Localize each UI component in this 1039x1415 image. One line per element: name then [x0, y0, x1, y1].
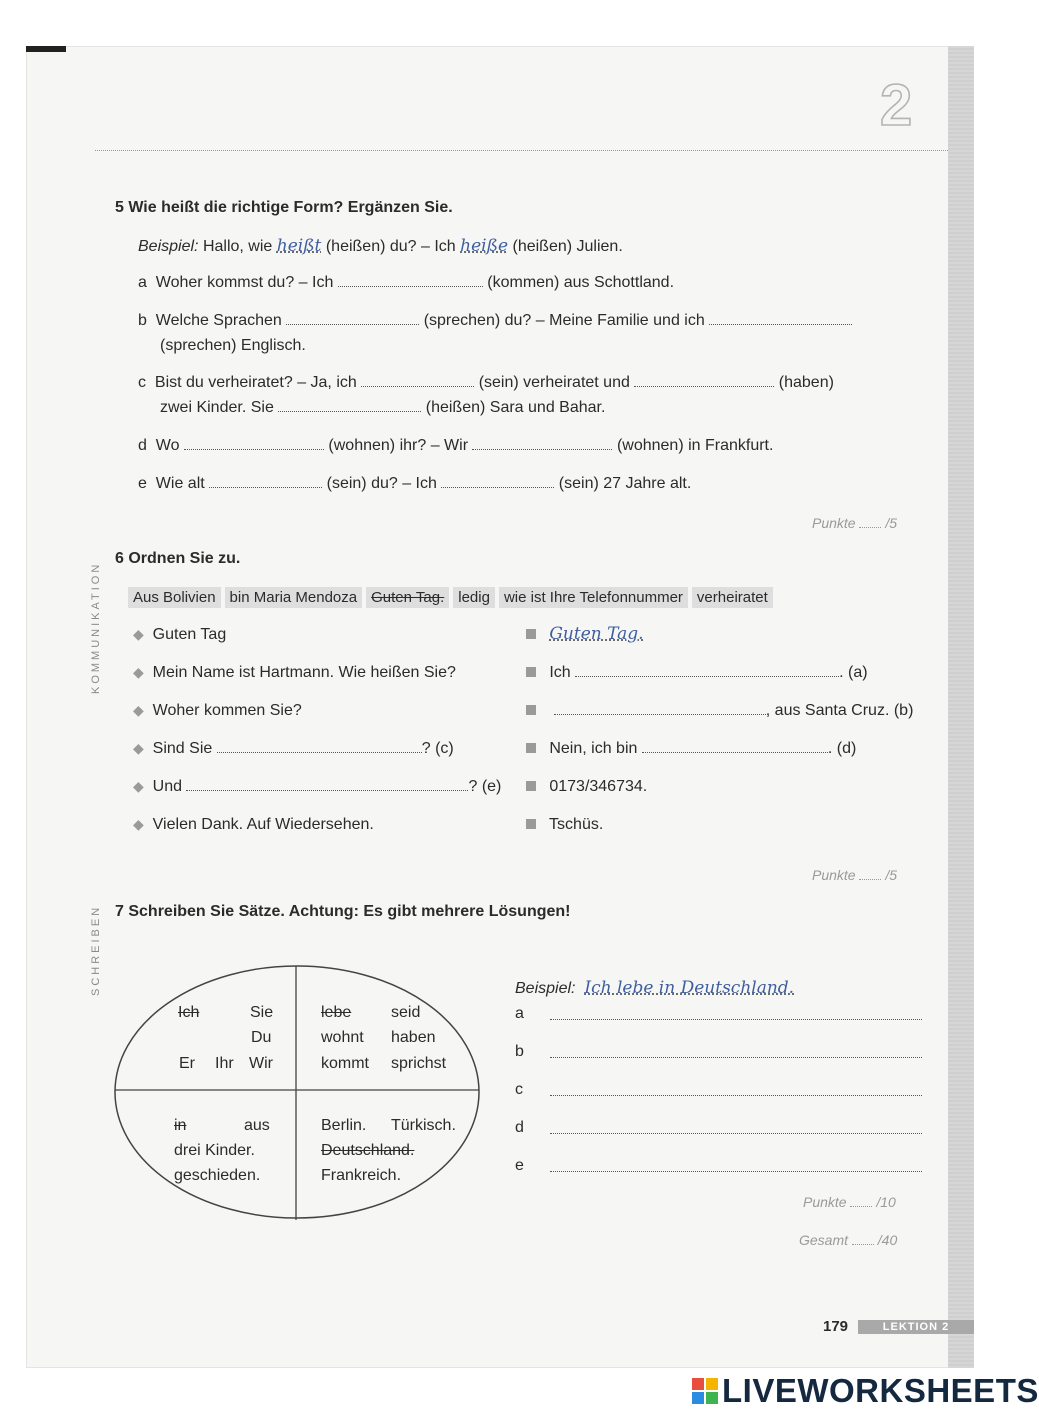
- word-geschieden: geschieden.: [174, 1167, 261, 1184]
- word-circle-outline: [115, 966, 479, 1218]
- chip-verheiratet[interactable]: verheiratet: [692, 587, 773, 608]
- word-kommt: kommt: [321, 1055, 369, 1072]
- word-deutschland: Deutschland.: [321, 1142, 415, 1159]
- dialog-right-5: 0173/346734.: [526, 778, 647, 796]
- word-berlin: Berlin.: [321, 1117, 367, 1134]
- lesson-tag: LEKTION 2: [858, 1320, 974, 1334]
- word-aus: aus: [244, 1117, 270, 1134]
- ex5-item-a: a Woher kommst du? – Ich (kommen) aus Schottland.: [138, 274, 675, 291]
- dialog-left-2: ◆ Mein Name ist Hartmann. Wie heißen Sie?: [133, 664, 456, 681]
- ex5-title: 5 Wie heißt die richtige Form? Ergänzen Sie.: [115, 199, 453, 216]
- dialog-left-3: ◆ Woher kommen Sie?: [133, 702, 302, 719]
- dialog-left-4: ◆ Sind Sie ? (c): [133, 740, 454, 757]
- example-text-1: Hallo, wie: [202, 238, 273, 255]
- word-du: Du: [251, 1029, 272, 1046]
- blank-b1[interactable]: [286, 312, 419, 325]
- chapter-number: 2: [880, 73, 913, 138]
- ex5-item-d: d Wo (wohnen) ihr? – Wir (wohnen) in Frankfurt.: [138, 437, 774, 454]
- page-number: 179: [823, 1318, 849, 1335]
- blank-b[interactable]: [554, 702, 766, 715]
- word-ihr: Ihr: [215, 1055, 234, 1072]
- example-text-3: (heißen) Julien.: [512, 238, 623, 255]
- example-answer-2: heiße: [460, 236, 509, 256]
- ex5-item-b-cont: (sprechen) Englisch.: [160, 337, 306, 354]
- word-sprichst: sprichst: [391, 1055, 447, 1072]
- ex7-letter-a: a: [515, 1005, 524, 1022]
- word-ich: Ich: [178, 1004, 200, 1021]
- answer-guten-tag: Guten Tag.: [549, 624, 644, 644]
- header-divider: [95, 150, 948, 151]
- dialog-left-6: ◆ Vielen Dank. Auf Wiedersehen.: [133, 816, 374, 833]
- ex5-item-c: c Bist du verheiratet? – Ja, ich (sein) verheiratet und (haben): [138, 374, 834, 391]
- word-haben: haben: [391, 1029, 436, 1046]
- page-edge: [26, 46, 66, 52]
- ex7-letter-e: e: [515, 1157, 524, 1174]
- ex7-title: 7 Schreiben Sie Sätze. Achtung: Es gibt mehrere Lösungen!: [115, 903, 571, 920]
- ex5-item-c-cont: zwei Kinder. Sie (heißen) Sara und Bahar.: [160, 399, 606, 416]
- word-frankreich: Frankreich.: [321, 1167, 402, 1184]
- word-sie: Sie: [250, 1004, 274, 1021]
- square-icon: [526, 781, 536, 791]
- word-lebe: lebe: [321, 1004, 352, 1021]
- square-icon: [526, 629, 536, 639]
- word-drei-kinder: drei Kinder.: [174, 1142, 255, 1159]
- blank-d1[interactable]: [184, 437, 324, 450]
- diamond-icon: ◆: [133, 816, 144, 832]
- dialog-right-2: Ich . (a): [526, 664, 868, 682]
- ex5-item-e: e Wie alt (sein) du? – Ich (sein) 27 Jahre alt.: [138, 475, 692, 492]
- blank-c3[interactable]: [278, 399, 421, 412]
- ex7-example-label: Beispiel:: [515, 980, 576, 997]
- word-seid: seid: [391, 1004, 421, 1021]
- dialog-right-1: [526, 624, 644, 644]
- word-circle: [112, 965, 484, 1223]
- ex6-points: Punkte /5: [812, 867, 898, 883]
- word-tuerkisch: Türkisch.: [391, 1117, 456, 1134]
- example-text-2: (heißen) du? – Ich: [325, 238, 456, 255]
- ex7-letter-d: d: [515, 1119, 524, 1136]
- diamond-icon: ◆: [133, 664, 144, 680]
- side-label-kommunikation: KOMMUNIKATION: [90, 561, 102, 694]
- sentence-line-e[interactable]: [550, 1170, 922, 1172]
- page-right-strip: [948, 46, 974, 1368]
- square-icon: [526, 705, 536, 715]
- blank-c[interactable]: [217, 740, 422, 753]
- sentence-line-d[interactable]: [550, 1132, 922, 1134]
- blank-a[interactable]: [338, 274, 483, 287]
- sentence-line-c[interactable]: [550, 1094, 922, 1096]
- blank-d[interactable]: [642, 740, 828, 753]
- ex5-example: [138, 236, 623, 256]
- ex5-points: Punkte /5: [812, 515, 898, 531]
- ex7-letter-c: c: [515, 1081, 523, 1098]
- ex7-letter-b: b: [515, 1043, 524, 1060]
- blank-b2[interactable]: [709, 312, 852, 325]
- chip-bin-maria-mendoza[interactable]: bin Maria Mendoza: [225, 587, 363, 608]
- chip-guten-tag[interactable]: Guten Tag.: [366, 587, 449, 608]
- sentence-line-a[interactable]: [550, 1018, 922, 1020]
- dialog-left-1: ◆ Guten Tag: [133, 626, 227, 643]
- chip-ledig[interactable]: ledig: [453, 587, 495, 608]
- example-label: Beispiel:: [138, 238, 199, 255]
- dialog-right-3: , aus Santa Cruz. (b): [526, 702, 913, 720]
- word-wohnt: wohnt: [321, 1029, 364, 1046]
- blank-d2[interactable]: [472, 437, 612, 450]
- diamond-icon: ◆: [133, 778, 144, 794]
- blank-e1[interactable]: [209, 475, 322, 488]
- blank-c1[interactable]: [361, 374, 474, 387]
- dialog-right-6: Tschüs.: [526, 816, 603, 834]
- word-wir: Wir: [249, 1055, 273, 1072]
- ex6-word-bank: [128, 587, 773, 608]
- chip-aus-bolivien[interactable]: Aus Bolivien: [128, 587, 221, 608]
- ex5-item-b: b Welche Sprachen (sprechen) du? – Meine Familie und ich: [138, 312, 852, 330]
- blank-a[interactable]: [575, 664, 839, 677]
- chip-telefonnummer[interactable]: wie ist Ihre Telefonnummer: [499, 587, 688, 608]
- square-icon: [526, 667, 536, 677]
- diamond-icon: ◆: [133, 740, 144, 756]
- ex7-points: Punkte /10: [803, 1194, 896, 1210]
- side-label-schreiben: SCHREIBEN: [90, 904, 102, 996]
- diamond-icon: ◆: [133, 626, 144, 642]
- blank-e[interactable]: [186, 778, 468, 791]
- word-er: Er: [179, 1055, 195, 1072]
- liveworksheets-watermark: LIVEWORKSHEETS: [722, 1372, 1039, 1409]
- square-icon: [526, 743, 536, 753]
- sentence-line-b[interactable]: [550, 1056, 922, 1058]
- ex7-example: [515, 978, 794, 998]
- square-icon: [526, 819, 536, 829]
- dialog-right-4: Nein, ich bin . (d): [526, 740, 856, 758]
- dialog-left-5: ◆ Und ? (e): [133, 778, 502, 795]
- word-in: in: [174, 1117, 187, 1134]
- diamond-icon: ◆: [133, 702, 144, 718]
- blank-c2[interactable]: [634, 374, 774, 387]
- ex7-example-answer: Ich lebe in Deutschland.: [584, 978, 795, 998]
- blank-e2[interactable]: [441, 475, 554, 488]
- example-answer-1: heißt: [276, 236, 322, 256]
- total-points: Gesamt /40: [799, 1232, 898, 1248]
- ex6-title: 6 Ordnen Sie zu.: [115, 550, 241, 567]
